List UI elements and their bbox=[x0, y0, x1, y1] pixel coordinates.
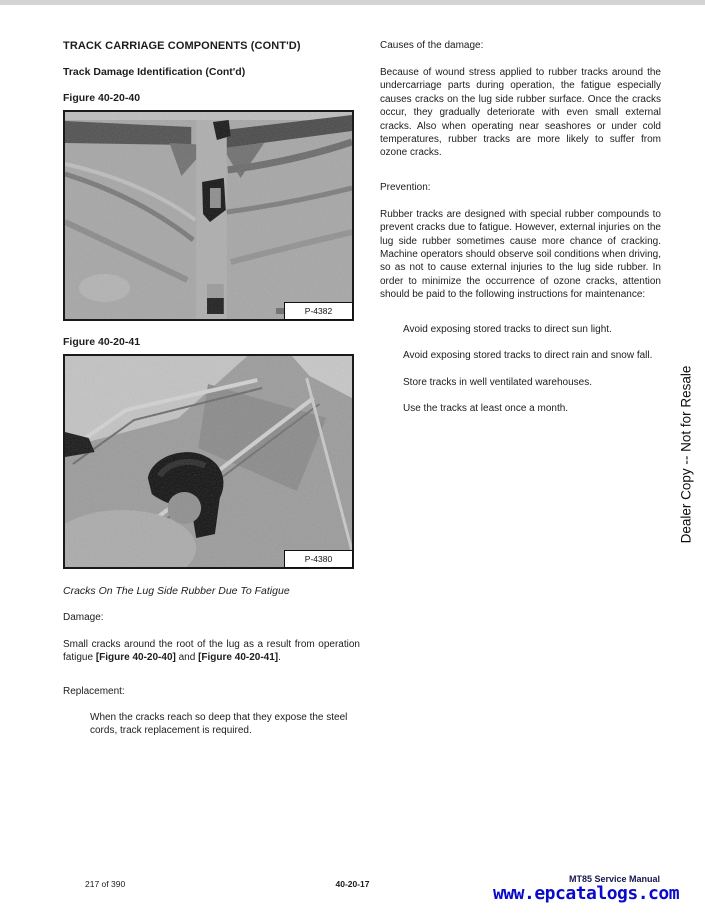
track-surface-photo-illustration bbox=[65, 112, 352, 319]
figure-ref-2: [Figure 40-20-41] bbox=[198, 652, 279, 664]
instruction-item: Avoid exposing stored tracks to direct rain and snow fall. bbox=[403, 350, 653, 362]
damage-paragraph bbox=[63, 638, 360, 665]
damage-text-between: and bbox=[175, 652, 199, 664]
causes-heading: Causes of the damage: bbox=[380, 40, 484, 51]
manual-name: MT85 Service Manual bbox=[568, 874, 660, 884]
instruction-item: Use the tracks at least once a month. bbox=[403, 402, 569, 414]
prevention-heading: Prevention: bbox=[380, 181, 431, 193]
subsection-title: Track Damage Identification (Cont'd) bbox=[63, 66, 246, 78]
figure-ref-1: [Figure 40-20-40] bbox=[95, 652, 176, 664]
prevention-paragraph: Rubber tracks are designed with special rubber compounds to prevent cracks due to fatigue. However, external injuries on the lug side rubber sometimes cause more chance of cracking. Machine operators should observe soil conditions when driving, so as not to cause external injuries to the lug side rubber. In order to minimize the occurrence of ozone cracks, attention should be paid to the following instructions for maintenance: bbox=[380, 208, 661, 301]
damage-heading: Damage: bbox=[63, 612, 104, 623]
figure-40-20-40-photo bbox=[63, 110, 354, 321]
dealer-copy-watermark: Dealer Copy -- Not for Resale bbox=[678, 365, 694, 544]
section-code: 40-20-17 bbox=[335, 879, 370, 889]
figure-40-20-41-photo bbox=[63, 354, 354, 569]
causes-paragraph: Because of wound stress applied to rubber tracks around the undercarriage parts during operation, the fatigue especially causes cracks on the lug side rubber surface. Once the cracks occur, they gradually deteriorate with even small external cracks. Also when operating near seashores or under cold temperatures, rubber tracks are more likely to suffer from ozone cracks. bbox=[380, 67, 661, 159]
section-title: TRACK CARRIAGE COMPONENTS (CONT'D) bbox=[63, 40, 301, 52]
maintenance-instructions bbox=[380, 323, 661, 416]
figure-40-20-41-label: Figure 40-20-41 bbox=[63, 336, 141, 348]
page-number: 217 of 390 bbox=[85, 879, 126, 889]
site-watermark-link[interactable]: www.epcatalogs.com bbox=[493, 883, 680, 904]
damage-text-before: Small cracks around the root of the lug as a result from operation fatigue bbox=[63, 639, 360, 664]
figure-40-20-40-label: Figure 40-20-40 bbox=[63, 92, 141, 104]
right-column bbox=[380, 40, 661, 428]
figure-caption: Cracks On The Lug Side Rubber Due To Fatigue bbox=[63, 585, 290, 597]
instruction-item: Store tracks in well ventilated warehouses. bbox=[403, 376, 592, 388]
replacement-paragraph: When the cracks reach so deep that they expose the steel cords, track replacement is required. bbox=[90, 711, 348, 737]
page-top-edge bbox=[0, 0, 705, 5]
left-column bbox=[63, 40, 360, 738]
replacement-heading: Replacement: bbox=[63, 685, 125, 697]
instruction-item: Avoid exposing stored tracks to direct sun light. bbox=[403, 323, 612, 335]
damage-text-after: . bbox=[278, 652, 281, 664]
lug-crack-photo-illustration bbox=[65, 356, 352, 567]
photo-ref-tag: P-4380 bbox=[284, 550, 353, 568]
photo-ref-tag: P-4382 bbox=[284, 302, 353, 320]
